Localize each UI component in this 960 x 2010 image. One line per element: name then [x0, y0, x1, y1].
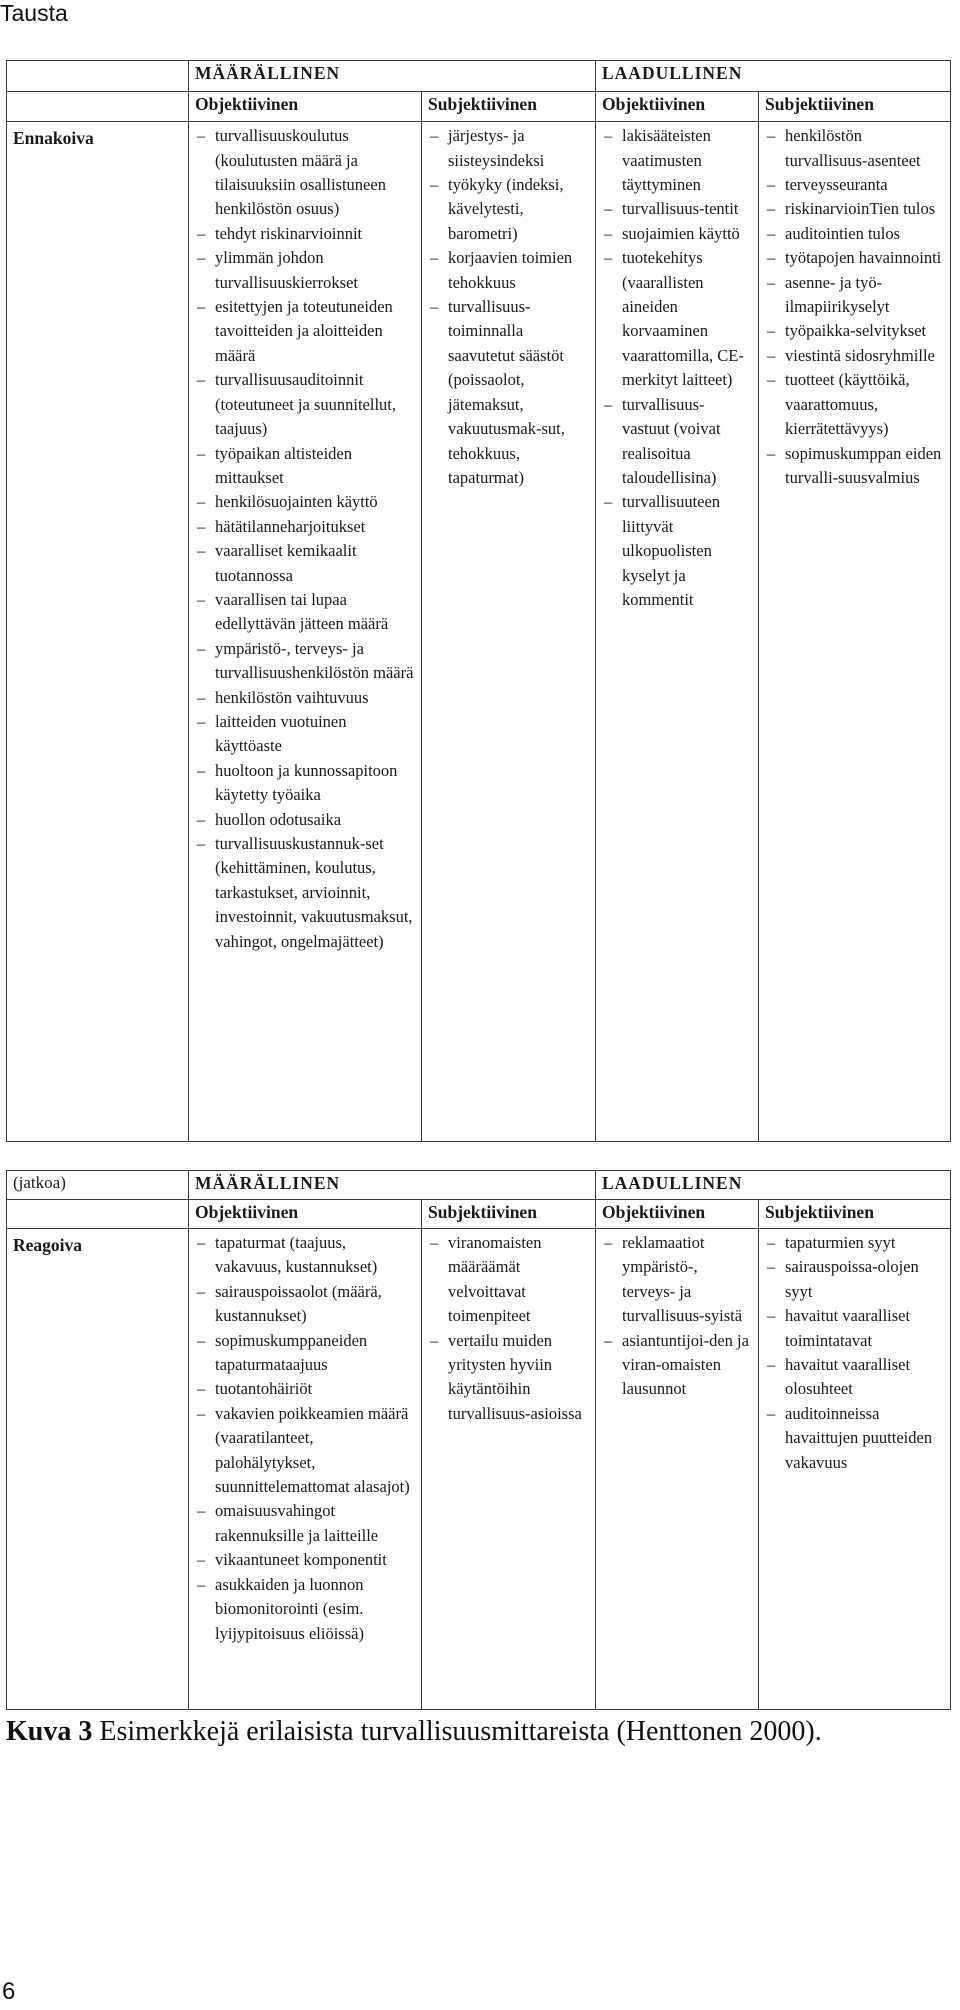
list-item: – sopimuskumppan eiden turvalli-suusvalmius [765, 442, 944, 491]
sub-header: Subjektiivinen [422, 1200, 596, 1229]
list-item: – ympäristö-, terveys- ja turvallisuushenkilöstön määrä [195, 637, 415, 686]
sub-header: Objektiivinen [596, 1200, 759, 1229]
list-item: – terveysseuranta [765, 173, 944, 197]
list-item: – viestintä sidosryhmille [765, 344, 944, 368]
sub-header: Subjektiivinen [422, 91, 596, 122]
sub-header: Objektiivinen [189, 1200, 422, 1229]
table-cell [189, 122, 422, 1142]
list-item: – vaaralliset kemikaalit tuotannossa [195, 539, 415, 588]
table-cell [422, 122, 596, 1142]
list-item: – henkilöstön vaihtuvuus [195, 686, 415, 710]
list-item: – työpaikan altisteiden mittaukset [195, 442, 415, 491]
list-item: – viranomaisten määräämät velvoittavat toimenpiteet [428, 1231, 589, 1329]
list-item: – tuotekehitys (vaarallisten aineiden korvaaminen vaarattomilla, CE-merkityt laitteet) [602, 246, 752, 392]
metrics-table-proactive [6, 60, 951, 1142]
list-item: – ylimmän johdon turvallisuuskierrokset [195, 246, 415, 295]
item-list [195, 122, 415, 954]
list-item: – havaitut vaaralliset toimintatavat [765, 1304, 944, 1353]
list-item: – turvallisuuskustannuk-set (kehittäminen, koulutus, tarkastukset, arvioinnit, investoinnit, vakuutusmaksut, vahingot, ongelmajätteet) [195, 832, 415, 954]
continued-label: (jatkoa) [7, 1171, 189, 1200]
list-item: – vertailu muiden yritysten hyviin käytäntöihin turvallisuus-asioissa [428, 1329, 589, 1427]
group-header-qualitative: LAADULLINEN [596, 1171, 951, 1200]
group-header-row [7, 61, 951, 92]
list-item: – hätätilanneharjoitukset [195, 515, 415, 539]
table-cell [189, 1229, 422, 1710]
group-header-quantitative: MÄÄRÄLLINEN [189, 61, 596, 92]
sub-header: Objektiivinen [189, 91, 422, 122]
page-number: 6 [2, 1978, 16, 2005]
list-item: – reklamaatiot ympäristö-, terveys- ja turvallisuus-syistä [602, 1231, 752, 1329]
list-item: – työtapojen havainnointi [765, 246, 944, 270]
group-header-qualitative: LAADULLINEN [596, 61, 951, 92]
table-cell [596, 122, 759, 1142]
list-item: – tehdyt riskinarvioinnit [195, 222, 415, 246]
list-item: – sopimuskumppaneiden tapaturmataajuus [195, 1329, 415, 1378]
list-item: – järjestys- ja siisteysindeksi [428, 124, 589, 173]
list-item: – henkilöstön turvallisuus-asenteet [765, 124, 944, 173]
list-item: – tapaturmat (taajuus, vakavuus, kustannukset) [195, 1231, 415, 1280]
caption-label: Kuva 3 [6, 1716, 93, 1747]
table-row [7, 122, 951, 1142]
corner-cell [7, 91, 189, 122]
list-item: – vakavien poikkeamien määrä (vaaratilanteet, palohälytykset, suunnittelemattomat alasajot) [195, 1402, 415, 1500]
item-list [602, 122, 752, 612]
sub-header: Subjektiivinen [759, 1200, 951, 1229]
table-row [7, 1229, 951, 1710]
list-item: – asenne- ja työ-ilmapiirikyselyt [765, 271, 944, 320]
list-item: – esitettyjen ja toteutuneiden tavoitteiden ja aloitteiden määrä [195, 295, 415, 368]
item-list [765, 122, 944, 490]
list-item: – sairauspoissa-olojen syyt [765, 1255, 944, 1304]
list-item: – riskinarvioinTien tulos [765, 197, 944, 221]
table-cell [422, 1229, 596, 1710]
figure-caption [6, 1716, 822, 1748]
list-item: – turvallisuusauditoinnit (toteutuneet ja suunnitellut, taajuus) [195, 368, 415, 441]
list-item: – lakisääteisten vaatimusten täyttyminen [602, 124, 752, 197]
list-item: – turvallisuus-toiminnalla saavutetut säästöt (poissaolot, jätemaksut, vakuutusmak-sut, tehokkuus, tapaturmat) [428, 295, 589, 490]
list-item: – auditoinneissa havaittujen puutteiden vakavuus [765, 1402, 944, 1475]
list-item: – omaisuusvahingot rakennuksille ja laitteille [195, 1499, 415, 1548]
page-header-title: Tausta [0, 0, 68, 26]
table-cell [596, 1229, 759, 1710]
list-item: – sairauspoissaolot (määrä, kustannukset) [195, 1280, 415, 1329]
sub-header: Objektiivinen [596, 91, 759, 122]
corner-cell [7, 61, 189, 92]
row-label: Ennakoiva [7, 122, 189, 1142]
item-list [602, 1229, 752, 1402]
list-item: – henkilösuojainten käyttö [195, 490, 415, 514]
list-item: – tapaturmien syyt [765, 1231, 944, 1255]
list-item: – turvallisuus-vastuut (voivat realisoitua taloudellisina) [602, 393, 752, 491]
list-item: – turvallisuuskoulutus (koulutusten määrä ja tilaisuuksiin osallistuneen henkilöstön osuus) [195, 124, 415, 222]
table-cell [759, 122, 951, 1142]
metrics-table-reactive [6, 1170, 951, 1710]
list-item: – turvallisuus-tentit [602, 197, 752, 221]
list-item: – korjaavien toimien tehokkuus [428, 246, 589, 295]
list-item: – auditointien tulos [765, 222, 944, 246]
sub-header-row [7, 1200, 951, 1229]
group-header-quantitative: MÄÄRÄLLINEN [189, 1171, 596, 1200]
item-list [195, 1229, 415, 1646]
list-item: – työpaikka-selvitykset [765, 319, 944, 343]
list-item: – huollon odotusaika [195, 808, 415, 832]
list-item: – tuotantohäiriöt [195, 1377, 415, 1401]
list-item: – vikaantuneet komponentit [195, 1548, 415, 1572]
list-item: – laitteiden vuotuinen käyttöaste [195, 710, 415, 759]
group-header-row [7, 1171, 951, 1200]
sub-header: Subjektiivinen [759, 91, 951, 122]
corner-cell [7, 1200, 189, 1229]
sub-header-row [7, 91, 951, 122]
caption-text: Esimerkkejä erilaisista turvallisuusmittareista (Henttonen 2000). [92, 1716, 822, 1747]
list-item: – huoltoon ja kunnossapitoon käytetty työaika [195, 759, 415, 808]
list-item: – asukkaiden ja luonnon biomonitorointi (esim. lyijypitoisuus eliöissä) [195, 1573, 415, 1646]
item-list [428, 122, 589, 490]
list-item: – havaitut vaaralliset olosuhteet [765, 1353, 944, 1402]
item-list [765, 1229, 944, 1475]
list-item: – tuotteet (käyttöikä, vaarattomuus, kierrätettävyys) [765, 368, 944, 441]
table-cell [759, 1229, 951, 1710]
list-item: – turvallisuuteen liittyvät ulkopuolisten kyselyt ja kommentit [602, 490, 752, 612]
list-item: – asiantuntijoi-den ja viran-omaisten lausunnot [602, 1329, 752, 1402]
item-list [428, 1229, 589, 1426]
row-label: Reagoiva [7, 1229, 189, 1710]
list-item: – vaarallisen tai lupaa edellyttävän jätteen määrä [195, 588, 415, 637]
list-item: – työkyky (indeksi, kävelytesti, barometri) [428, 173, 589, 246]
list-item: – suojaimien käyttö [602, 222, 752, 246]
